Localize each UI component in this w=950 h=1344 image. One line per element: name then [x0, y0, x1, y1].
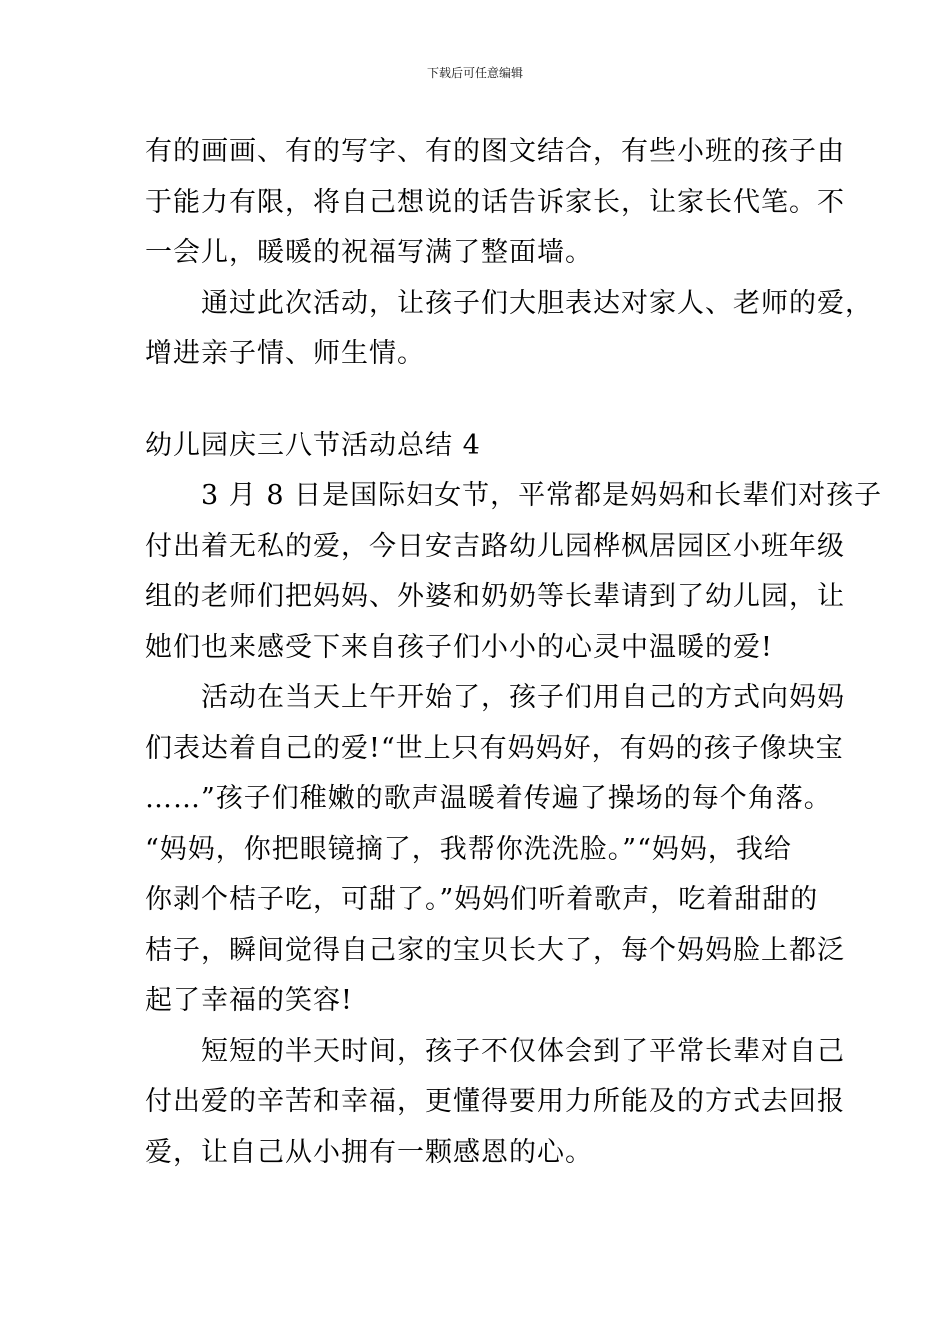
paragraph-5: [145, 1027, 845, 1179]
text-line: 们表达着自己的爱!“世上只有妈妈好，有妈的孩子像块宝: [145, 732, 844, 764]
section-spacer: [145, 380, 815, 421]
paragraph-4: [145, 673, 845, 1027]
text-line: 有的画画、有的写字、有的图文结合，有些小班的孩子由: [145, 136, 845, 167]
text-line: 短短的半天时间，孩子不仅体会到了平常长辈对自己: [201, 1035, 845, 1067]
text-line: 起了幸福的笑容!: [145, 985, 353, 1016]
text-line: 付出爱的辛苦和幸福，更懂得要用力所能及的方式去回报: [145, 1086, 845, 1117]
text-line: “妈妈，你把眼镜摘了，我帮你洗洗脸。”“妈妈，我给: [145, 833, 792, 865]
paragraph-3: [145, 471, 883, 673]
text-line: 桔子，瞬间觉得自己家的宝贝长大了，每个妈妈脸上都泛: [145, 934, 845, 966]
text-line: ……”孩子们稚嫩的歌声温暖着传遍了操场的每个角落。: [145, 783, 832, 814]
text-line: 一会儿，暖暖的祝福写满了整面墙。: [145, 237, 593, 268]
text-line: 组的老师们把妈妈、外婆和奶奶等长辈请到了幼儿园，让: [145, 581, 845, 612]
header-note: 下载后可任意编辑: [426, 66, 523, 80]
text-line: 付出着无私的爱，今日安吉路幼儿园桦枫居园区小班年级: [145, 530, 845, 562]
text-line: 于能力有限，将自己想说的话告诉家长，让家长代笔。不: [145, 186, 845, 218]
text-line: 她们也来感受下来自孩子们小小的心灵中温暖的爱!: [145, 631, 773, 663]
text-line: 3 月 8 日是国际妇女节，平常都是妈妈和长辈们对孩子: [201, 480, 883, 511]
text-line: 你剥个桔子吃，可甜了。”妈妈们听着歌声，吃着甜甜的: [145, 884, 819, 915]
paragraph-1: [145, 127, 845, 279]
document-body: [145, 127, 883, 1178]
section-title-text: 幼儿园庆三八节活动总结 4: [145, 429, 481, 461]
text-line: 增进亲子情、师生情。: [145, 338, 425, 369]
text-line: 通过此次活动，让孩子们大胆表达对家人、老师的爱，: [201, 287, 873, 319]
text-line: 爱，让自己从小拥有一颗感恩的心。: [145, 1136, 593, 1168]
section-title: [145, 421, 815, 472]
paragraph-2: [145, 279, 873, 380]
text-line: 活动在当天上午开始了，孩子们用自己的方式向妈妈: [201, 682, 845, 713]
